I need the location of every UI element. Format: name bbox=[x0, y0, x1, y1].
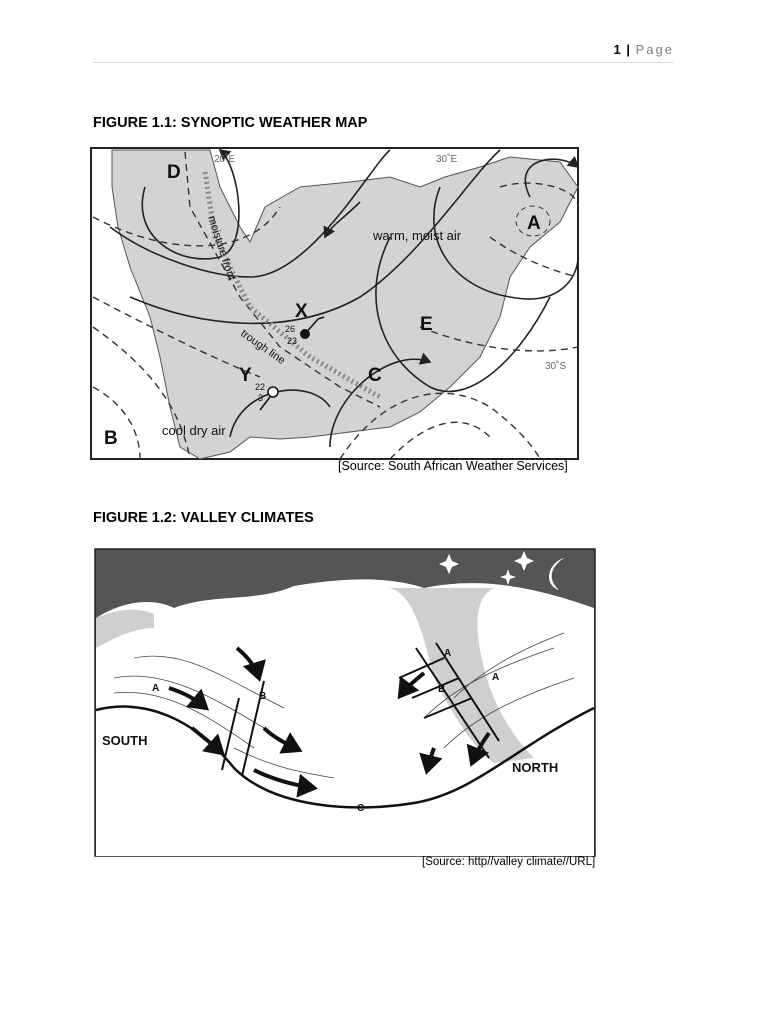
label-c: C bbox=[368, 365, 382, 386]
label-lon-30: 30˚E bbox=[436, 154, 458, 165]
label-lat-30: 30˚S bbox=[545, 361, 567, 372]
valley-climates-diagram bbox=[94, 548, 596, 858]
label-a: A bbox=[527, 213, 541, 234]
label-a-left: A bbox=[152, 683, 160, 694]
label-a-right: A bbox=[492, 672, 500, 683]
label-e: E bbox=[420, 314, 433, 335]
label-moisture-front: moisture front bbox=[205, 214, 238, 282]
label-trough-line: trough line bbox=[238, 327, 288, 367]
synoptic-weather-map bbox=[90, 147, 580, 461]
figure-1-source: [Source: South African Weather Services] bbox=[338, 459, 568, 473]
page-number: 1 | Page bbox=[613, 42, 674, 57]
label-lon-20: 20˚E bbox=[214, 154, 236, 165]
figure-2-title: FIGURE 1.2: VALLEY CLIMATES bbox=[93, 510, 314, 526]
page-header bbox=[93, 42, 674, 63]
station-x-dew: 23 bbox=[287, 336, 298, 346]
label-north: NORTH bbox=[512, 760, 559, 775]
label-south: SOUTH bbox=[102, 733, 148, 748]
station-x-temp: 26 bbox=[285, 324, 296, 334]
label-warm-moist-air: warm, moist air bbox=[373, 228, 462, 243]
station-y-dew: 3 bbox=[258, 393, 264, 403]
label-a-right-top: A bbox=[444, 648, 452, 659]
label-y: Y bbox=[239, 365, 252, 386]
label-b-right: B bbox=[438, 684, 446, 695]
figure-1-title: FIGURE 1.1: SYNOPTIC WEATHER MAP bbox=[93, 115, 368, 131]
label-cool-dry-air: cool dry air bbox=[162, 423, 226, 438]
label-b-left: B bbox=[259, 691, 267, 702]
label-x: X bbox=[295, 301, 308, 322]
label-d: D bbox=[167, 162, 181, 183]
figure-2-source: [Source: http//valley climate//URL] bbox=[422, 856, 596, 868]
label-c: C bbox=[357, 803, 365, 814]
station-y-temp: 22 bbox=[255, 382, 266, 392]
label-b: B bbox=[104, 428, 118, 449]
